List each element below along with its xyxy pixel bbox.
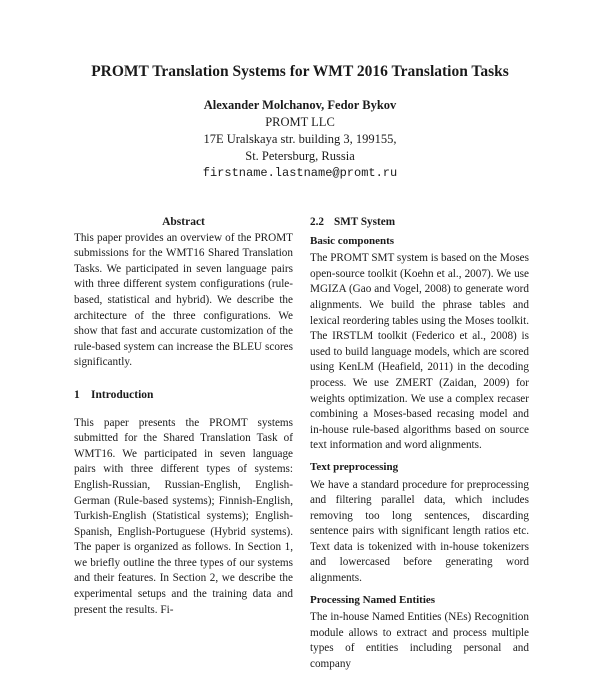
right-column — [310, 214, 529, 673]
named-entities-text: The in-house Named Entities (NEs) Recognition module allows to extract and process multiple types of entities including personal and company — [310, 611, 529, 671]
subsection-heading-smt — [310, 215, 529, 231]
author-email: firstname.lastname@promt.ru — [202, 166, 398, 180]
introduction-text: This paper presents the PROMT systems submitted for the Shared Translation Task of WMT16. We participated in seven language pairs with three different types of systems: English-Russian, Russian-English, English-German (Rule-based systems); Finnish-English, Turkish-English (Statistical systems); English-Spanish, English-Portuguese (Hybrid systems). The paper is organized as follows. In Section 1, we briefly outline the three types of our systems and their features. In Section 2, we describe the experimental setups and the training data and present the results. Fi- — [74, 416, 293, 616]
paragraph-heading-basic-components: Basic components — [310, 234, 395, 247]
abstract-text: This paper provides an overview of the PROMT submissions for the WMT16 Shared Translation Tasks. We participated in seven language pairs with three different system configurations (rule-based, statistical and hybrid). We describe the architecture of the three configurations. We show that fast and accurate customization of the rule-based system can increase the BLEU scores significantly. — [74, 231, 293, 369]
section-title: Introduction — [91, 388, 154, 401]
address-line-2: St. Petersburg, Russia — [245, 149, 355, 163]
author-names: Alexander Molchanov, Fedor Bykov — [203, 98, 397, 112]
basic-components-text: The PROMT SMT system is based on the Moses open-source toolkit (Koehn et al., 2007). We use MGIZA (Gao and Vogel, 2008) to generate word alignments. We build the phrase tables and lexical reordering tables using the Moses toolkit. The IRSTLM toolkit (Federico et al., 2008) is used to build language models, which are scored using KenLM (Heafield, 2011) in the decoding process. We use ZMERT (Zaidan, 2009) for weights optimization. We use a complex recaser combining a Moses-based recasing model and in-house rule-based algorithms based on source text information and word alignments. — [310, 252, 529, 452]
subsection-number: 2.2 — [310, 216, 324, 228]
abstract-heading: Abstract — [162, 216, 205, 228]
affiliation: PROMT LLC — [265, 115, 335, 129]
text-preprocessing-text: We have a standard procedure for preprocessing and filtering parallel data, which includes removing too long sentences, discarding sentence pairs with significant length ratios etc. Text data is tokenized with in-house tokenizers and lowercased before generating word alignments. — [310, 478, 529, 585]
author-block — [0, 97, 600, 182]
subsection-title: SMT System — [334, 216, 396, 228]
left-column — [74, 214, 293, 618]
address-line-1: 17E Uralskaya str. building 3, 199155, — [203, 132, 397, 146]
section-heading-introduction — [74, 388, 293, 404]
paragraph-heading-named-entities: Processing Named Entities — [310, 593, 436, 606]
paragraph-heading-text-preprocessing: Text preprocessing — [310, 460, 399, 473]
paper-title: PROMT Translation Systems for WMT 2016 Translation Tasks — [91, 63, 509, 80]
section-number: 1 — [74, 388, 80, 401]
